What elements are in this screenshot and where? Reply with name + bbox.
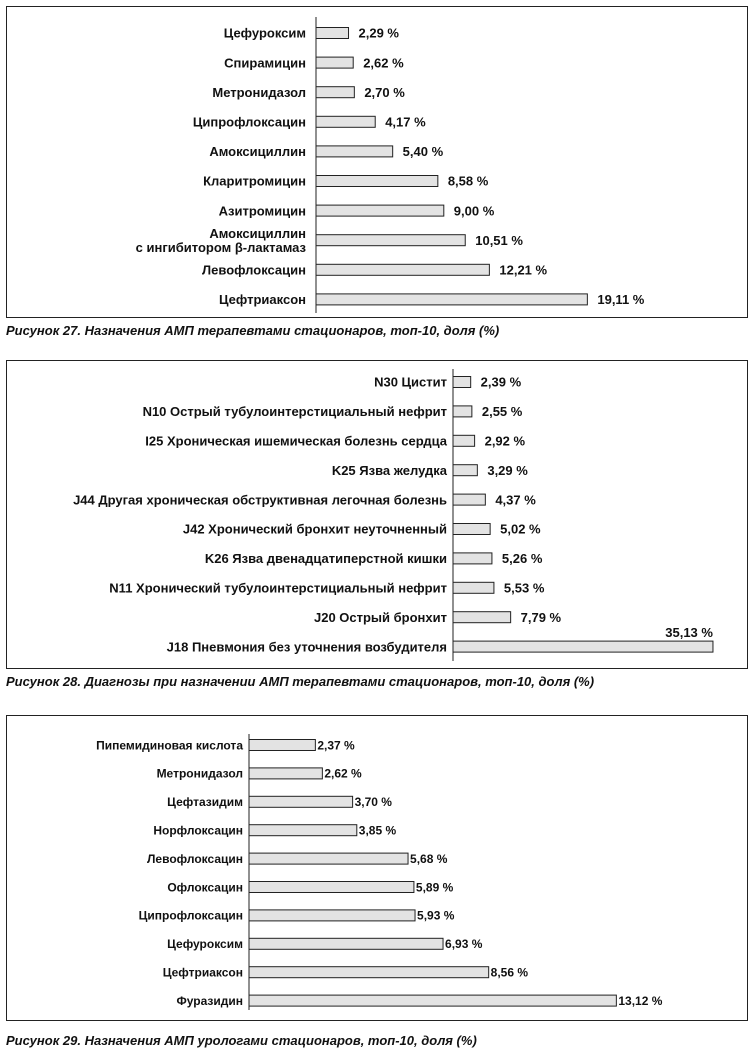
value-label-fig29-1: 2,37 % [317,738,355,753]
value-label-fig28-3: 2,92 % [484,433,526,449]
category-label-fig29-4: Норфлоксацин [153,823,243,838]
category-label-fig29-8: Цефуроксим [167,937,243,952]
bar-fig29-3 [249,796,353,807]
category-label-fig28-5: J44 Другая хроническая обструктивная легочная болезнь [73,492,447,508]
bar-fig27-3 [316,87,354,98]
bar-fig27-7 [316,205,444,216]
value-label-fig27-4: 4,17 % [385,114,426,130]
value-label-fig27-1: 2,29 % [358,25,400,41]
value-label-fig28-2: 2,55 % [481,404,523,420]
value-label-fig29-6: 5,89 % [415,880,454,895]
value-label-fig29-5: 5,68 % [410,851,448,866]
bar-fig29-2 [249,768,322,779]
value-label-fig29-9: 8,56 % [490,965,529,980]
category-label-fig27-4: Ципрофлоксацин [192,114,306,130]
value-label-fig28-9: 7,79 % [520,609,562,625]
bar-fig28-10 [453,641,713,652]
bar-fig28-5 [453,494,485,505]
category-label-fig27-7: Азитромицин [218,203,306,219]
category-label-fig28-7: K26 Язва двенадцатиперстной кишки [204,551,447,567]
category-label-fig29-1: Пипемидиновая кислота [96,738,243,753]
category-label-fig28-1: N30 Цистит [374,374,447,390]
value-label-fig29-2: 2,62 % [324,766,362,781]
caption-fig27: Рисунок 27. Назначения АМП терапевтами стационаров, топ-10, доля (%) [6,323,500,338]
bar-fig29-5 [249,853,408,864]
bar-fig29-9 [249,967,489,978]
category-label-fig28-4: K25 Язва желудка [331,462,447,478]
value-label-fig27-3: 2,70 % [364,84,405,100]
category-label-fig27-6: Кларитромицин [203,173,306,189]
bar-fig28-2 [453,406,472,417]
category-label-fig29-5: Левофлоксацин [147,851,243,866]
bar-fig27-9 [316,264,489,275]
category-label-fig28-2: N10 Острый тубулоинтерстициальный нефрит [142,404,447,420]
bar-fig28-6 [453,524,490,535]
value-label-fig27-10: 19,11 % [597,292,645,308]
value-label-fig28-6: 5,02 % [500,521,541,537]
bar-chart-fig27 [7,7,747,317]
value-label-fig27-6: 8,58 % [447,173,489,189]
category-label-fig27-2: Спирамицин [224,55,306,71]
chart-frame-fig29 [6,715,748,1021]
value-label-fig29-10: 13,12 % [618,993,663,1008]
bar-fig29-8 [249,938,443,949]
value-label-fig28-1: 2,39 % [480,374,522,390]
category-label-fig28-8: N11 Хронический тубулоинтерстициальный нефрит [109,580,447,596]
bar-fig28-1 [453,377,471,388]
bar-chart-fig28 [7,361,747,668]
category-label-fig27-8: Амоксициллин с ингибитором β-лактамаз [135,225,306,255]
category-label-fig29-7: Ципрофлоксацин [138,908,243,923]
category-label-fig29-3: Цефтазидим [167,795,243,810]
bar-fig28-9 [453,612,511,623]
bar-fig27-4 [316,116,375,127]
value-label-fig27-9: 12,21 % [499,262,548,278]
category-label-fig28-10: J18 Пневмония без уточнения возбудителя [166,639,447,655]
bar-fig29-10 [249,995,616,1006]
category-label-fig28-3: I25 Хроническая ишемическая болезнь сердца [145,433,447,449]
caption-fig29: Рисунок 29. Назначения АМП урологами стационаров, топ-10, доля (%) [6,1033,477,1048]
bar-fig29-6 [249,882,414,893]
bar-fig29-7 [249,910,415,921]
value-label-fig29-3: 3,70 % [354,795,392,810]
value-label-fig28-5: 4,37 % [495,492,536,508]
value-label-fig27-7: 9,00 % [453,203,495,219]
bar-chart-fig29 [7,716,747,1020]
bar-fig27-2 [316,57,353,68]
category-label-fig29-9: Цефтриаксон [162,965,243,980]
bar-fig28-7 [453,553,492,564]
category-label-fig27-10: Цефтриаксон [219,292,306,308]
caption-fig28: Рисунок 28. Диагнозы при назначении АМП терапевтами стационаров, топ-10, доля (%) [6,674,595,689]
bar-fig27-5 [316,146,393,157]
bar-fig27-6 [316,176,438,187]
value-label-fig28-8: 5,53 % [503,580,545,596]
value-label-fig29-7: 5,93 % [417,908,455,923]
category-label-fig28-9: J20 Острый бронхит [313,609,447,625]
bar-fig28-8 [453,582,494,593]
value-label-fig27-5: 5,40 % [402,144,444,160]
value-label-fig27-8: 10,51 % [475,232,523,248]
value-label-fig29-4: 3,85 % [358,823,397,838]
chart-frame-fig28 [6,360,748,669]
category-label-fig29-6: Офлоксацин [167,880,243,895]
bar-fig28-4 [453,465,477,476]
bar-fig29-4 [249,825,357,836]
category-label-fig27-9: Левофлоксацин [202,262,306,278]
category-label-fig29-10: Фуразидин [176,993,243,1008]
category-label-fig29-2: Метронидазол [156,766,243,781]
value-label-fig29-8: 6,93 % [445,937,483,952]
value-label-fig28-7: 5,26 % [501,551,543,567]
bar-fig27-8 [316,235,465,246]
value-label-fig28-4: 3,29 % [487,462,528,478]
bar-fig27-1 [316,28,349,39]
bar-fig28-3 [453,435,475,446]
bar-fig27-10 [316,294,587,305]
value-label-fig27-2: 2,62 % [363,55,404,71]
category-label-fig27-1: Цефуроксим [223,25,306,41]
bar-fig29-1 [249,740,315,751]
chart-frame-fig27 [6,6,748,318]
category-label-fig28-6: J42 Хронический бронхит неуточненный [182,521,447,537]
value-label-fig28-10: 35,13 % [665,625,713,641]
category-label-fig27-5: Амоксициллин [209,144,306,160]
category-label-fig27-3: Метронидазол [212,84,306,100]
